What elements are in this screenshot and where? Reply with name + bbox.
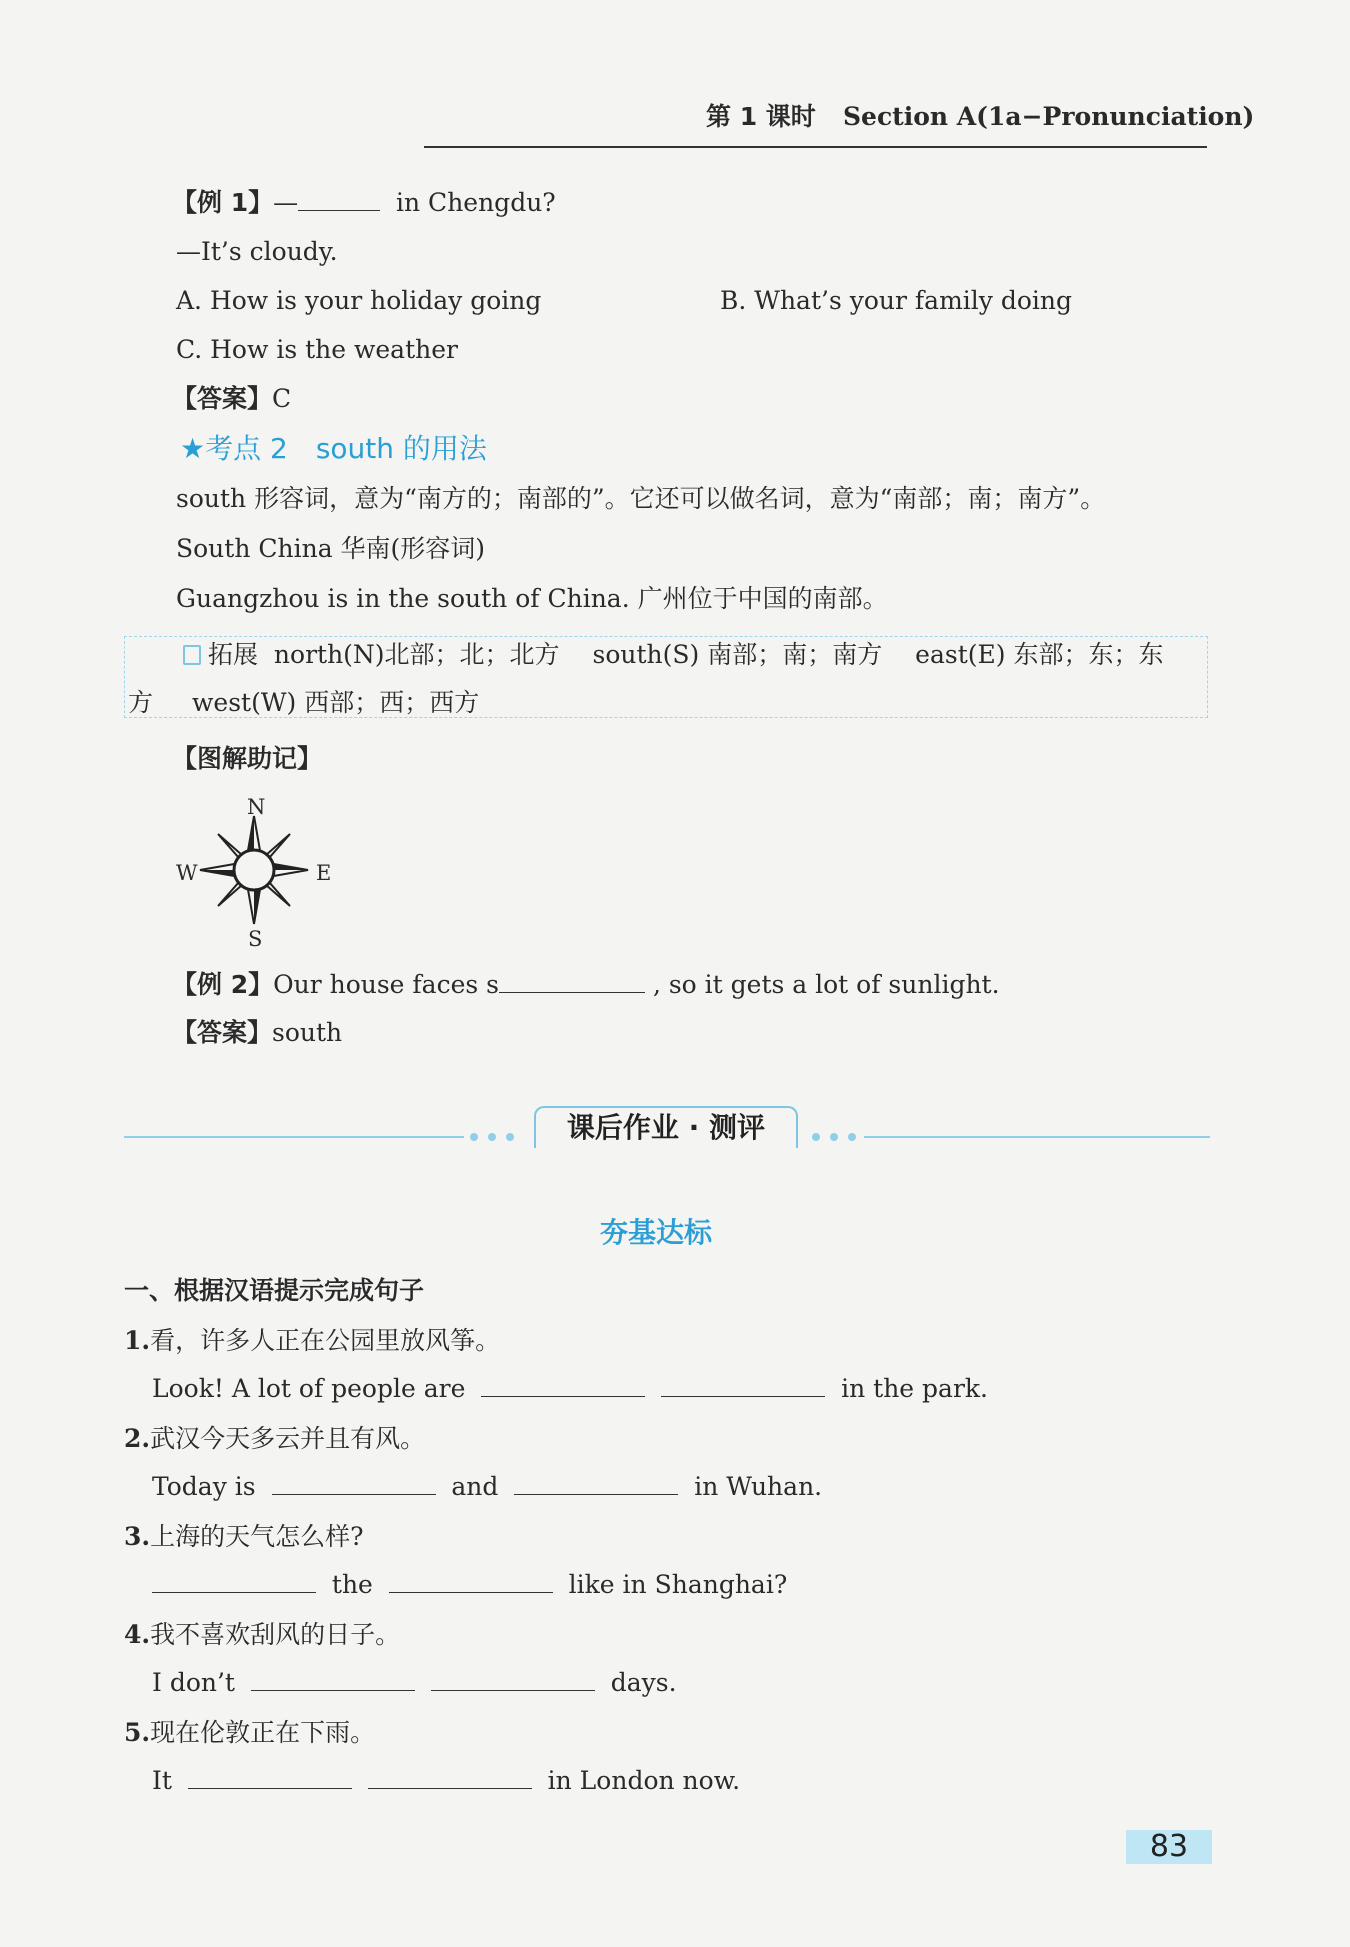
example1-dash: — <box>273 188 299 217</box>
kaodian2-line2: South China 华南(形容词) <box>176 534 486 563</box>
header-lesson: 第 1 课时 <box>706 102 816 131</box>
item3-chinese: 上海的天气怎么样? <box>150 1522 364 1551</box>
item5-en <box>152 1764 740 1798</box>
header-rule <box>424 146 1207 148</box>
example1-answer-tag: 【答案】 <box>172 384 273 413</box>
example1-reply: —It’s cloudy. <box>176 237 338 266</box>
example1-question <box>172 186 556 220</box>
item2-en <box>152 1470 822 1504</box>
item2-en-b: and <box>451 1472 499 1501</box>
compass-e-label: E <box>316 861 332 885</box>
item4-zh <box>124 1618 400 1652</box>
item5-en-a: It <box>152 1766 172 1795</box>
example1-tag: 【例 1】 <box>172 188 274 217</box>
item3-blank-1[interactable] <box>152 1568 316 1593</box>
item3-en <box>152 1568 787 1602</box>
example1-blank[interactable] <box>298 186 380 211</box>
item1-en-a: Look! A lot of people are <box>152 1374 466 1403</box>
section-line-right <box>864 1136 1210 1138</box>
section-dot <box>830 1133 838 1141</box>
item4-en-a: I don’t <box>152 1668 235 1697</box>
item3-number: 3. <box>124 1522 151 1551</box>
extension-line2-a: 方 <box>128 688 154 717</box>
item1-zh <box>124 1324 500 1358</box>
section-dot <box>812 1133 820 1141</box>
item3-zh <box>124 1520 364 1554</box>
item2-zh <box>124 1422 425 1456</box>
extension-line2-b: west(W) 西部；西；西方 <box>192 688 480 717</box>
item1-blank-2[interactable] <box>661 1372 825 1397</box>
section-title: 课后作业 · 测评 <box>534 1106 798 1148</box>
item2-en-a: Today is <box>152 1472 256 1501</box>
item4-chinese: 我不喜欢刮风的日子。 <box>150 1620 401 1649</box>
example2-question-b: , so it gets a lot of sunlight. <box>652 970 1000 999</box>
item4-blank-1[interactable] <box>251 1666 415 1691</box>
kaodian2-line3: Guangzhou is in the south of China. 广州位于中国的南部。 <box>176 584 888 613</box>
example1-option-b: B. What’s your family doing <box>720 286 1072 315</box>
example2-answer-value: south <box>272 1018 343 1047</box>
extension-icon <box>183 645 201 665</box>
item3-en-b: like in Shanghai? <box>568 1570 788 1599</box>
compass-w-label: W <box>176 861 198 885</box>
header-section: Section A(1a−Pronunciation) <box>843 102 1255 131</box>
example1-question-rest: in Chengdu? <box>396 188 556 217</box>
item1-en <box>152 1372 988 1406</box>
diagram-tag: 【图解助记】 <box>172 744 323 773</box>
item2-en-c: in Wuhan. <box>694 1472 823 1501</box>
item4-number: 4. <box>124 1620 151 1649</box>
item1-chinese: 看，许多人正在公园里放风筝。 <box>150 1326 501 1355</box>
item1-number: 1. <box>124 1326 151 1355</box>
item5-en-b: in London now. <box>547 1766 741 1795</box>
section-dot <box>506 1133 514 1141</box>
example1-option-c: C. How is the weather <box>176 335 458 364</box>
item2-chinese: 武汉今天多云并且有风。 <box>150 1424 426 1453</box>
compass-n-label: N <box>247 795 266 819</box>
section-line-left <box>124 1136 464 1138</box>
example1-answer <box>172 382 291 416</box>
part-title: 一、根据汉语提示完成句子 <box>124 1276 425 1305</box>
item2-blank-2[interactable] <box>514 1470 678 1495</box>
section-dot <box>848 1133 856 1141</box>
kaodian2-line1: south 形容词，意为“南方的；南部的”。它还可以做名词，意为“南部；南；南方”。 <box>176 484 1106 513</box>
item4-en <box>152 1666 677 1700</box>
item4-blank-2[interactable] <box>431 1666 595 1691</box>
compass-s-label: S <box>248 927 263 951</box>
example2-tag: 【例 2】 <box>172 970 274 999</box>
compass-rose-icon <box>196 812 312 928</box>
example2-answer-tag: 【答案】 <box>172 1018 273 1047</box>
item3-en-a: the <box>331 1570 373 1599</box>
extension-line1-text: north(N)北部；北；北方 south(S) 南部；南；南方 east(E) 东部；东；东 <box>273 640 1164 669</box>
example2-blank[interactable] <box>499 968 645 993</box>
item5-zh <box>124 1716 375 1750</box>
extension-label: 拓展 <box>208 640 259 669</box>
item2-number: 2. <box>124 1424 151 1453</box>
example1-option-a: A. How is your holiday going <box>176 286 542 315</box>
page-number: 83 <box>1126 1830 1212 1864</box>
item2-blank-1[interactable] <box>272 1470 436 1495</box>
example1-answer-value: C <box>272 384 292 413</box>
item4-en-b: days. <box>610 1668 677 1697</box>
item1-blank-1[interactable] <box>481 1372 645 1397</box>
section-dot <box>488 1133 496 1141</box>
item5-chinese: 现在伦敦正在下雨。 <box>150 1718 376 1747</box>
example2-answer <box>172 1016 342 1050</box>
item3-blank-2[interactable] <box>389 1568 553 1593</box>
item5-blank-2[interactable] <box>368 1764 532 1789</box>
example2-question <box>172 968 1000 1002</box>
kaodian2-title: ★考点 2 south 的用法 <box>180 432 487 465</box>
example2-question-a: Our house faces s <box>273 970 499 999</box>
item5-number: 5. <box>124 1718 151 1747</box>
item1-en-b: in the park. <box>841 1374 988 1403</box>
section-dot <box>470 1133 478 1141</box>
extension-line1 <box>208 638 1163 672</box>
item5-blank-1[interactable] <box>188 1764 352 1789</box>
homework-subtitle: 夯基达标 <box>600 1216 713 1249</box>
